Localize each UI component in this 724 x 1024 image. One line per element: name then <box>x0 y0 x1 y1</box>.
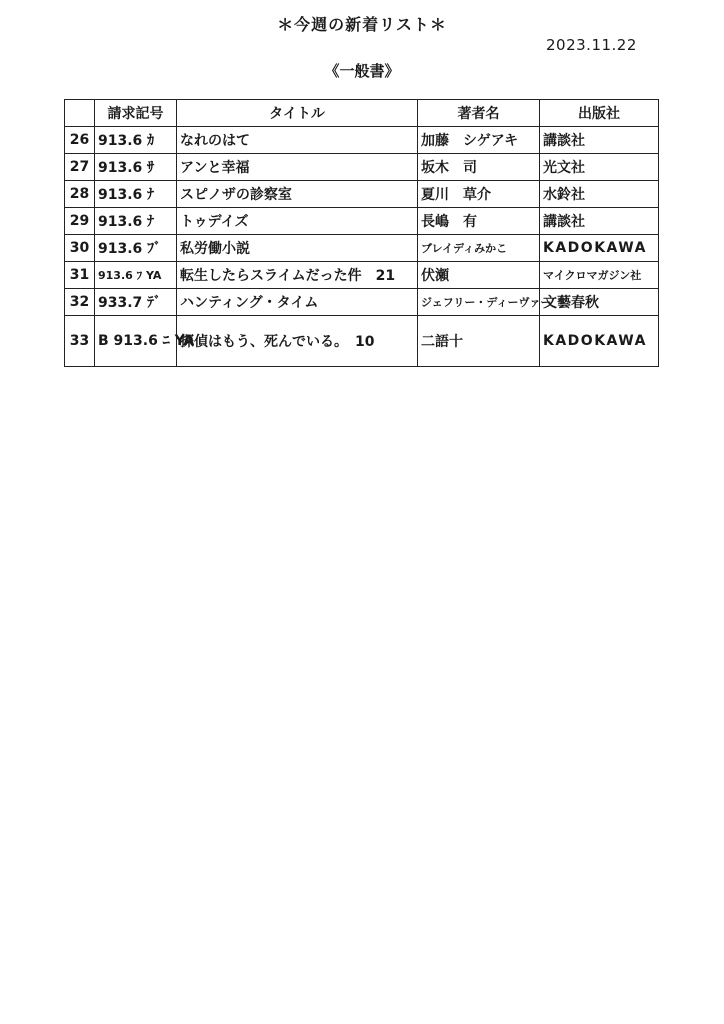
table-row <box>65 181 659 208</box>
table-row <box>65 289 659 316</box>
author-name: ジェフリー・ディーヴァー <box>418 289 540 316</box>
table-row <box>65 316 659 367</box>
row-number: 33 <box>65 316 95 367</box>
book-title: ハンティング・タイム <box>177 289 418 316</box>
author-name: ブレイディみかこ <box>418 235 540 262</box>
publisher-name: マイクロマガジン社 <box>540 262 659 289</box>
publisher-name: KADOKAWA <box>540 316 659 367</box>
table-row <box>65 235 659 262</box>
page-title: ＊今週の新着リスト＊ <box>277 15 447 34</box>
author-name: 伏瀬 <box>418 262 540 289</box>
call-number: 913.6 ﾌﾞ <box>95 235 177 262</box>
call-number: 913.6 ﾅ <box>95 208 177 235</box>
author-name: 加藤 シゲアキ <box>418 127 540 154</box>
author-name: 二語十 <box>418 316 540 367</box>
table-row <box>65 208 659 235</box>
author-name: 長嶋 有 <box>418 208 540 235</box>
book-title: 転生したらスライムだった件 21 <box>177 262 418 289</box>
column-header-publisher: 出版社 <box>540 100 659 127</box>
row-number: 28 <box>65 181 95 208</box>
publisher-name: 水鈴社 <box>540 181 659 208</box>
book-title: 私労働小説 <box>177 235 418 262</box>
publisher-name: 光文社 <box>540 154 659 181</box>
call-number: 913.6 ｻ <box>95 154 177 181</box>
table-row <box>65 154 659 181</box>
call-number: 933.7 ﾃﾞ <box>95 289 177 316</box>
section-heading: 《一般書》 <box>324 62 400 80</box>
column-header-author: 著者名 <box>418 100 540 127</box>
publisher-name: 講談社 <box>540 127 659 154</box>
row-number: 30 <box>65 235 95 262</box>
book-title: スピノザの診察室 <box>177 181 418 208</box>
call-number: 913.6 ﾅ <box>95 181 177 208</box>
row-number: 29 <box>65 208 95 235</box>
book-title: 探偵はもう、死んでいる。 10 <box>177 316 418 367</box>
publisher-name: 講談社 <box>540 208 659 235</box>
author-name: 坂木 司 <box>418 154 540 181</box>
author-name: 夏川 草介 <box>418 181 540 208</box>
column-header-number <box>65 100 95 127</box>
book-title: トゥデイズ <box>177 208 418 235</box>
book-title: アンと幸福 <box>177 154 418 181</box>
table-row <box>65 262 659 289</box>
publisher-name: 文藝春秋 <box>540 289 659 316</box>
row-number: 26 <box>65 127 95 154</box>
new-arrivals-table <box>64 99 659 367</box>
column-header-call-number: 請求記号 <box>95 100 177 127</box>
table-header-row <box>65 100 659 127</box>
publisher-name: KADOKAWA <box>540 235 659 262</box>
column-header-title: タイトル <box>177 100 418 127</box>
call-number: 913.6 ｶ <box>95 127 177 154</box>
list-date: 2023.11.22 <box>546 36 637 54</box>
table-row <box>65 127 659 154</box>
call-number: B 913.6 ﾆ YA <box>95 316 177 367</box>
book-title: なれのはて <box>177 127 418 154</box>
call-number: 913.6 ﾌ YA <box>95 262 177 289</box>
row-number: 31 <box>65 262 95 289</box>
row-number: 32 <box>65 289 95 316</box>
row-number: 27 <box>65 154 95 181</box>
